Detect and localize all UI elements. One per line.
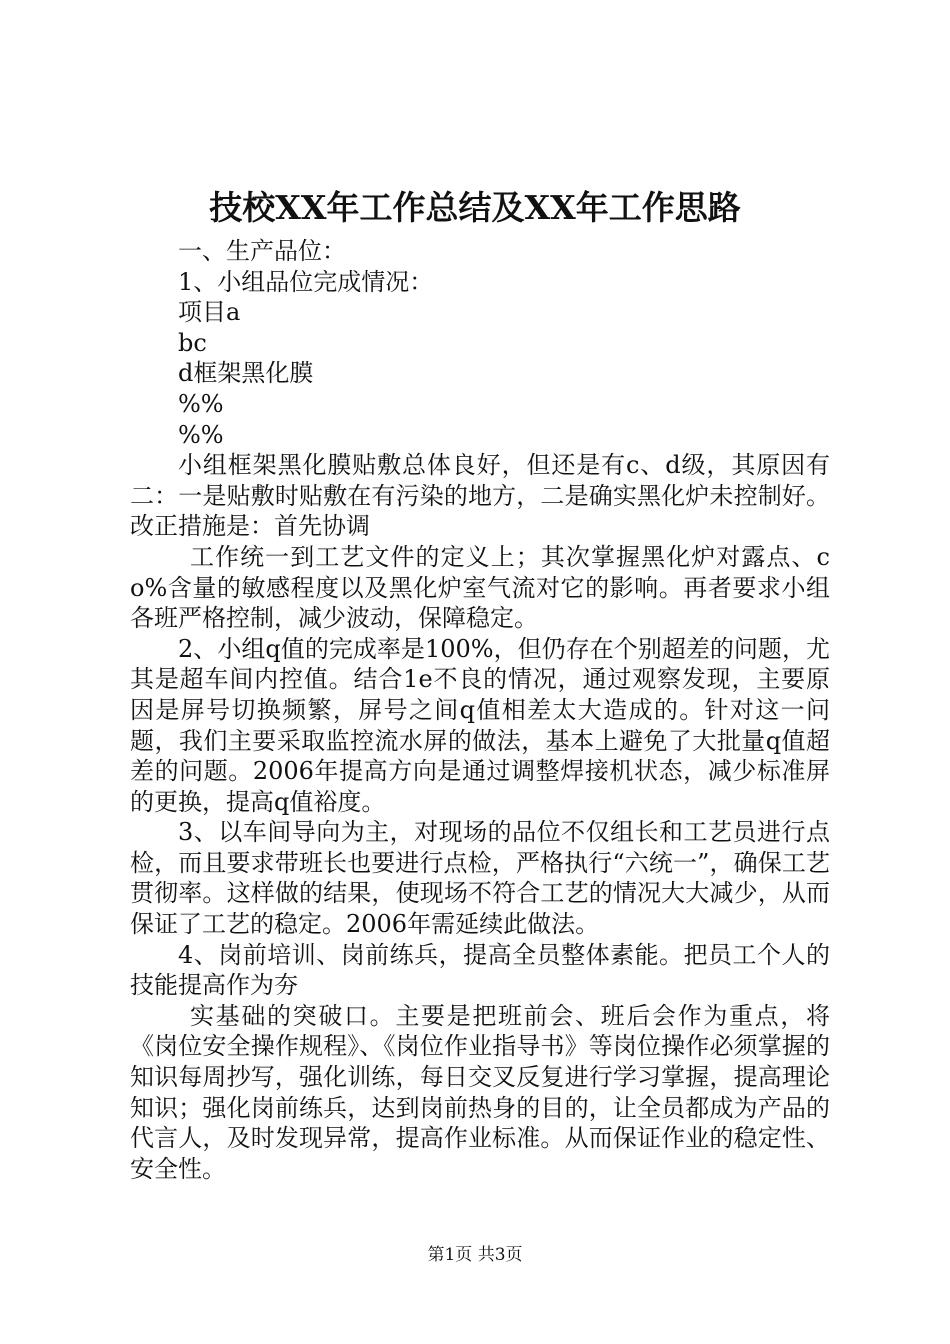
page-number-footer: 第1页 共3页 bbox=[427, 1245, 523, 1265]
paragraph: 实基础的突破口。主要是把班前会、班后会作为重点，将《岗位安全操作规程》、《岗位作业指导书》等岗位操作必须掌握的知识每周抄写，强化训练，每日交叉反复进行学习掌握，提高理论知识；强化岗前练兵，达到岗前热身的目的，让全员都成为产品的代言人，及时发现异常，提高作业标准。从而保证作业的稳定性、安全性。 bbox=[130, 1001, 830, 1183]
paragraph: 4、岗前培训、岗前练兵，提高全员整体素能。把员工个人的技能提高作为夯 bbox=[130, 940, 830, 1000]
document-title: 技校XX年工作总结及XX年工作思路 bbox=[209, 188, 741, 227]
paragraph: 小组框架黑化膜贴敷总体良好，但还是有c、d级，其原因有二：一是贴敷时贴敷在有污染的地方，二是确实黑化炉未控制好。改正措施是：首先协调 bbox=[130, 451, 830, 541]
paragraph: 3、以车间导向为主，对现场的品位不仅组长和工艺员进行点检，而且要求带班长也要进行点检，严格执行“六统一”，确保工艺贯彻率。这样做的结果，使现场不符合工艺的情况大大减少，从而保证了工艺的稳定。2006年需延续此做法。 bbox=[130, 818, 830, 939]
subsection-heading: 1、小组品位完成情况： bbox=[178, 267, 434, 296]
section-heading: 一、生产品位： bbox=[178, 237, 346, 265]
list-line: bc bbox=[178, 328, 207, 357]
paragraph: 2、小组q值的完成率是100%，但仍存在个别超差的问题，尤其是超车间内控值。结合1e不良的情况，通过观察发现，主要原因是屏号切换频繁，屏号之间q值相差太大造成的。针对这一问题，我们主要采取监控流水屏的做法，基本上避免了大批量q值超差的问题。2006年提高方向是通过调整焊接机状态，减少标准屏的更换，提高q值裕度。 bbox=[130, 634, 830, 816]
list-line: 项目a bbox=[178, 298, 241, 327]
list-line: d框架黑化膜 bbox=[178, 359, 314, 388]
paragraph: 工作统一到工艺文件的定义上；其次掌握黑化炉对露点、co%含量的敏感程度以及黑化炉室气流对它的影响。再者要求小组各班严格控制，减少波动，保障稳定。 bbox=[130, 542, 830, 633]
list-line: %% bbox=[178, 420, 224, 449]
list-line: %% bbox=[178, 389, 224, 418]
document-body bbox=[130, 236, 830, 1184]
